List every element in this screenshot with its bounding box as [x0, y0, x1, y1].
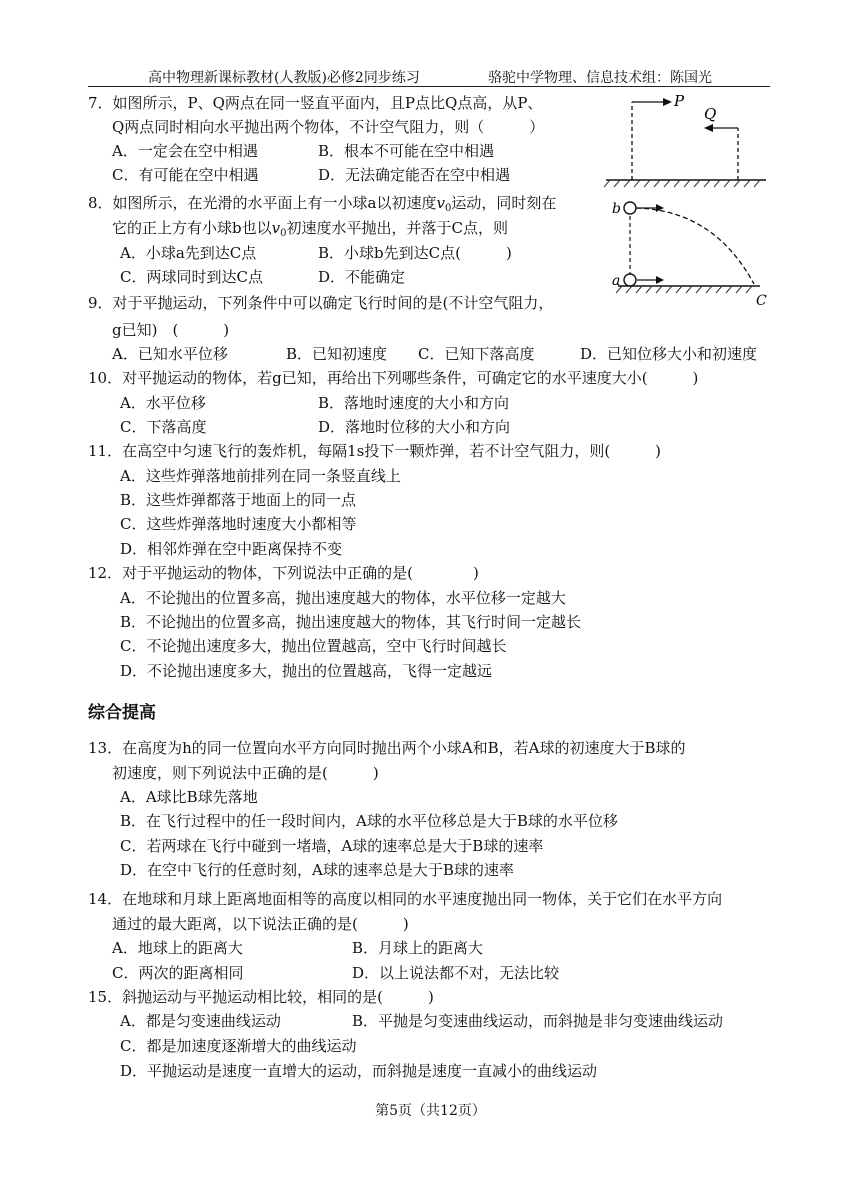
q10-option-c: C．下落高度 — [120, 418, 207, 436]
q8-line1 — [88, 193, 556, 219]
q12-option-c: C．不论抛出速度多大，抛出位置越高，空中飞行时间越长 — [120, 637, 507, 655]
q8-option-d: D．不能确定 — [318, 268, 406, 286]
figure-ab-projection — [604, 196, 774, 308]
q9-option-c: C．已知下落高度 — [418, 345, 535, 363]
q8-line2-a: 它的正上方有小球b也以 — [112, 219, 272, 237]
q7-option-a: A．一定会在空中相遇 — [112, 142, 258, 160]
q7-option-c: C．有可能在空中相遇 — [112, 166, 259, 184]
header-left: 高中物理新课标教材(人教版)必修2同步练习 — [148, 70, 420, 86]
label-q: Q — [704, 105, 717, 123]
q12-line1: 12．对于平抛运动的物体，下列说法中正确的是( ) — [88, 564, 479, 582]
q14-option-c: C．两次的距离相同 — [112, 964, 244, 982]
q15-option-a: A．都是匀变速曲线运动 — [120, 1012, 281, 1030]
v0-symbol: v — [436, 194, 445, 212]
q8-line1-b: 运动，同时刻在 — [451, 194, 557, 212]
q10-line1: 10．对平抛运动的物体，若g已知，再给出下列哪些条件，可确定它的水平速度大小( ) — [88, 369, 699, 387]
q9-line1: 9．对于平抛运动，下列条件中可以确定飞行时间的是(不计空气阻力， — [88, 294, 554, 312]
q15-option-b: B．平抛是匀变速曲线运动，而斜抛是非匀变速曲线运动 — [352, 1012, 724, 1030]
q11-option-d: D．相邻炸弹在空中距离保持不变 — [120, 540, 343, 558]
v0-symbol: v — [271, 219, 281, 237]
label-c: C — [756, 293, 767, 308]
q7-line2: Q两点同时相向水平抛出两个物体，不计空气阻力，则（ ） — [112, 118, 545, 136]
q11-line1: 11．在高空中匀速飞行的轰炸机，每隔1s投下一颗炸弹，若不计空气阻力，则( ) — [88, 442, 662, 460]
q14-line1: 14．在地球和月球上距离地面相等的高度以相同的水平速度抛出同一物体，关于它们在水平方向 — [88, 890, 723, 908]
q15-option-d: D．平抛运动是速度一直增大的运动，而斜抛是速度一直减小的曲线运动 — [120, 1062, 598, 1080]
q14-option-a: A．地球上的距离大 — [112, 939, 243, 957]
q11-option-a: A．这些炸弹落地前排列在同一条竖直线上 — [120, 467, 401, 485]
q13-option-b: B．在飞行过程中的任一段时间内，A球的水平位移总是大于B球的水平位移 — [120, 812, 618, 830]
q14-option-d: D．以上说法都不对，无法比较 — [352, 964, 560, 982]
q13-line2: 初速度，则下列说法中正确的是( ) — [112, 764, 379, 782]
q9-option-a: A．已知水平位移 — [112, 345, 228, 363]
q10-option-d: D．落地时位移的大小和方向 — [318, 418, 511, 436]
q8-line2-b: 初速度水平抛出，并落于C点，则 — [286, 219, 508, 237]
q8-line1-a: 8．如图所示，在光滑的水平面上有一小球a以初速度 — [88, 194, 437, 212]
q12-option-a: A．不论抛出的位置多高，抛出速度越大的物体，水平位移一定越大 — [120, 589, 566, 607]
q8-option-b: B．小球b先到达C点( ) — [318, 244, 512, 262]
page-header — [88, 64, 770, 87]
figure-pq-projection — [598, 88, 770, 188]
q13-line1: 13．在高度为h的同一位置向水平方向同时抛出两个小球A和B，若A球的初速度大于B球的 — [88, 739, 686, 757]
q12-option-b: B．不论抛出的位置多高，抛出速度越大的物体，其飞行时间一定越长 — [120, 613, 582, 631]
header-right: 骆驼中学物理、信息技术组：陈国光 — [488, 70, 712, 86]
q9-option-b: B．已知初速度 — [286, 345, 388, 363]
q8-option-a: A．小球a先到达C点 — [120, 244, 257, 262]
q13-option-c: C．若两球在飞行中碰到一堵墙，A球的速率总是大于B球的速率 — [120, 837, 544, 855]
q15-option-c: C．都是加速度逐渐增大的曲线运动 — [120, 1037, 357, 1055]
v0-subscript: 0 — [280, 228, 287, 239]
label-a: a — [612, 273, 621, 289]
q8-option-c: C．两球同时到达C点 — [120, 268, 263, 286]
q15-line1: 15．斜抛运动与平抛运动相比较，相同的是( ) — [88, 988, 434, 1006]
v0-subscript: 0 — [444, 203, 452, 214]
label-p: P — [674, 92, 685, 110]
q14-line2: 通过的最大距离，以下说法正确的是( ) — [112, 915, 409, 933]
section-title: 综合提高 — [88, 703, 156, 723]
page-number: 第5页（共12页） — [375, 1103, 486, 1119]
q11-option-c: C．这些炸弹落地时速度大小都相等 — [120, 515, 357, 533]
q7-line1: 7．如图所示，P、Q两点在同一竖直平面内，且P点比Q点高，从P、 — [88, 94, 543, 112]
q11-option-b: B．这些炸弹都落于地面上的同一点 — [120, 491, 357, 509]
q9-option-d: D．已知位移大小和初速度 — [580, 345, 758, 363]
q13-option-a: A．A球比B球先落地 — [120, 788, 258, 806]
label-b: b — [612, 201, 621, 217]
q14-option-b: B．月球上的距离大 — [352, 939, 484, 957]
q10-option-a: A．水平位移 — [120, 394, 206, 412]
q7-option-b: B．根本不可能在空中相遇 — [318, 142, 495, 160]
q12-option-d: D．不论抛出速度多大，抛出的位置越高，飞得一定越远 — [120, 662, 493, 680]
q10-option-b: B．落地时速度的大小和方向 — [318, 394, 510, 412]
q8-line2 — [112, 218, 508, 244]
q7-option-d: D．无法确定能否在空中相遇 — [318, 166, 511, 184]
q9-line2: g已知) ( ) — [112, 321, 230, 339]
q13-option-d: D．在空中飞行的任意时刻，A球的速率总是大于B球的速率 — [120, 861, 514, 879]
